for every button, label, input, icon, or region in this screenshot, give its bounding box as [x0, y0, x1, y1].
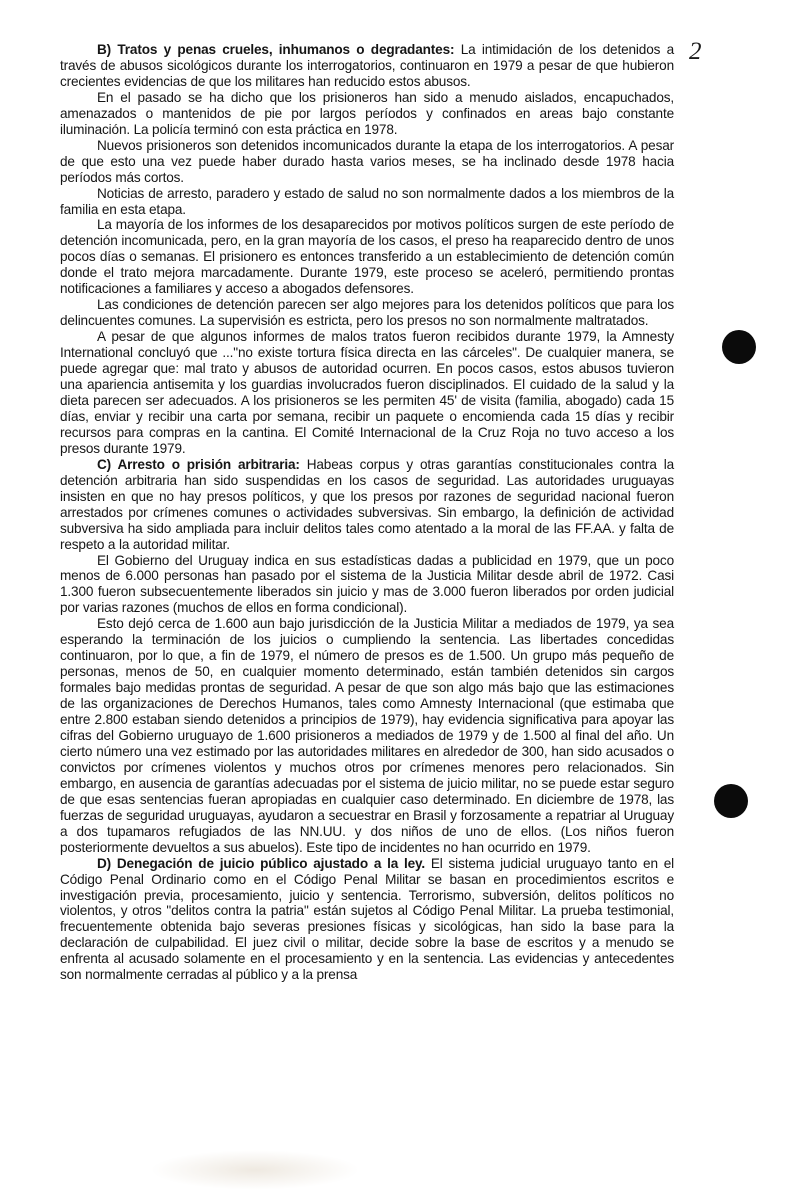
binder-hole [714, 784, 748, 818]
section-heading-c: C) Arresto o prisión arbitraria: [97, 456, 300, 472]
paragraph-text: El Gobierno del Uruguay indica en sus estadísticas dadas a publicidad en 1979, que un poco menos de 6.000 personas han pasado por el sistema de la Justicia Militar desde abril de 1972. Casi 1.300 fueron subsecuentemente liberados sin juicio y mas de 3.000 fueron liberados por orden judicial por varias razones (muchos de ellos en forma condicional). [60, 552, 674, 616]
paragraph-text: Las condiciones de detención parecen ser algo mejores para los detenidos políticos que para los delincuentes comunes. La supervisión es estricta, pero los presos no son normalmente maltratados. [60, 297, 674, 329]
paragraph-text: En el pasado se ha dicho que los prisioneros han sido a menudo aislados, encapuchados, amenazados o mantenidos de pie por largos períodos y confinados en areas bajo constante iluminación. La policía terminó con esta práctica en 1978. [60, 89, 674, 137]
document-body [60, 42, 674, 983]
paragraph [60, 186, 674, 218]
paragraph-text: Esto dejó cerca de 1.600 aun bajo jurisdicción de la Justicia Militar a mediados de 1979, ya sea esperando la terminación de los juicios o cumpliendo la sentencia. Las libertades concedidas continuaron, por lo que, a fin de 1979, el número de presos es de 1.500. Un grupo más pequeño de personas, menos de 50, en cualquier momento determinado, están también detenidos sin cargos formales bajo medidas prontas de seguridad. A pesar de que son algo más bajo que las estimaciones de las organizaciones de Derechos Humanos, tales como Amnesty Internacional (que estimaba que entre 2.800 estaban siendo detenidos a principios de 1979), hay evidencia significativa para apoyar las cifras del Gobierno uruguayo de 1.600 prisioneros a mediados de 1979 y de 1.500 al final del año. Un cierto número una vez estimado por las autoridades militares en alrededor de 300, han sido acusados o convictos por crímenes violentos y muchos otros por crímenes menores pero relacionados. Sin embargo, en ausencia de garantías adecuadas por el sistema de juicio militar, no se puede estar seguro de que esas sentencias fueran apropiadas en cualquier caso determinado. En diciembre de 1978, las fuerzas de seguridad uruguayas, ayudaron a secuestrar en Brasil y forzosamente a repatriar al Uruguay a dos tupamaros refugiados de las NN.UU. y dos niños de uno de ellos. (Los niños fueron posteriormente devueltos a sus abuelos). Este tipo de incidentes no han ocurrido en 1979. [60, 616, 674, 855]
paragraph-text: Nuevos prisioneros son detenidos incomunicados durante la etapa de los interrogatorios. A pesar de que esto una vez puede haber durado hasta varios meses, se ha inclinado desde 1978 hacia períodos más cortos. [60, 137, 674, 185]
paragraph [60, 553, 674, 617]
paragraph [60, 217, 674, 297]
paragraph-text: La mayoría de los informes de los desaparecidos por motivos políticos surgen de este período de detención incomunicada, pero, en la gran mayoría de los casos, el preso ha reaparecido dentro de unos pocos días o semanas. El prisionero es entonces transferido a un establecimiento de detención común donde el trato mejora marcadamente. Durante 1979, este proceso se aceleró, permitiendo prontas notificaciones a familiares y acceso a abogados defensores. [60, 217, 674, 297]
paragraph [60, 138, 674, 186]
paragraph [60, 42, 674, 90]
page-number: 2 [689, 38, 702, 65]
binder-hole [722, 330, 756, 364]
paragraph [60, 616, 674, 855]
paragraph-text: Noticias de arresto, paradero y estado de salud no son normalmente dados a los miembros de la familia en esta etapa. [60, 185, 674, 217]
paragraph [60, 856, 674, 984]
paper-stain [150, 1150, 360, 1190]
section-heading-b: B) Tratos y penas crueles, inhumanos o degradantes: [97, 42, 455, 57]
paragraph-text: A pesar de que algunos informes de malos tratos fueron recibidos durante 1979, la Amnesty International concluyó que ..."no existe tortura física directa en las cárceles". De cualquier manera, se puede agregar que: mal trato y abusos de autoridad ocurren. En pocos casos, estos abusos tuvieron una apariencia antisemita y los guardias involucrados fueron disciplinados. El cuidado de la salud y la dieta parecen ser adecuados. A los prisioneros se les permiten 45' de visita (familia, abogado) cada 15 días, enviar y recibir una carta por semana, recibir un paquete o encomienda cada 15 días y recibir recursos para compras en la cantina. El Comité Internacional de la Cruz Roja no tuvo acceso a los presos durante 1979. [60, 329, 674, 456]
section-heading-d: D) Denegación de juicio público ajustado a la ley. [97, 855, 426, 871]
paragraph-text: La intimidación de los detenidos a través de abusos sicológicos durante los interrogatorios, continuaron en 1979 a pesar de que hubieron crecientes evidencias de que los militares han reducido estos abusos. [60, 42, 675, 89]
paragraph-text: Habeas corpus y otras garantías constitucionales contra la detención arbitraria han sido suspendidas en los casos de seguridad. Las autoridades uruguayas insisten en que no hay presos políticos, y que los presos por razones de seguridad nacional fueron arrestados por crímenes comunes o actividades subversivas. Sin embargo, la definición de actividad subversiva ha sido ampliada para incluir delitos tales como atentado a la moral de las FF.AA. y falta de respeto a la autoridad militar. [60, 456, 674, 552]
paragraph [60, 329, 674, 457]
paragraph-text: El sistema judicial uruguayo tanto en el Código Penal Ordinario como en el Código Penal Militar se basan en procedimientos escritos e investigación previa, procesamiento, juicio y sentencia. Terrorismo, subversión, delitos políticos no violentos, y otros "delitos contra la patria" están sujetos al Código Penal Militar. La prueba testimonial, frecuentemente obtenida bajo severas presiones físicas y sicológicas, han sido la base para la declaración de culpabilidad. El juez civil o militar, decide sobre la base de escritos y a menudo se enfrenta al acusado solamente en el procesamiento y en la sentencia. Las evidencias y antecedentes son normalmente cerradas al público y a la prensa [60, 855, 674, 983]
paragraph [60, 90, 674, 138]
paragraph [60, 297, 674, 329]
paragraph [60, 457, 674, 553]
